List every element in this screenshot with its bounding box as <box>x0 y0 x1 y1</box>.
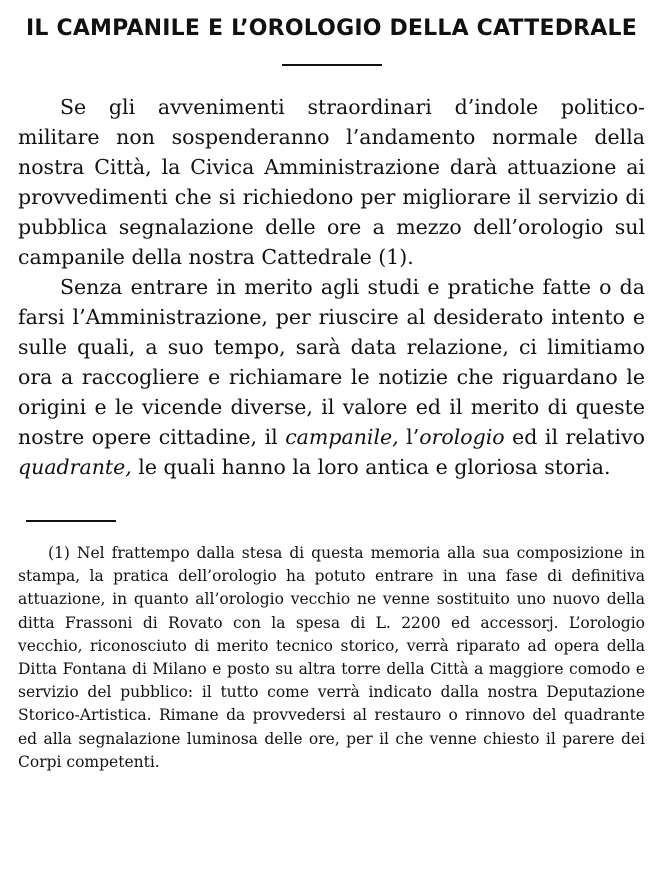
italic-quadrante: quadrante, <box>18 455 132 479</box>
footnote <box>18 542 645 774</box>
paragraph-2-text-4: le quali hanno la loro antica e gloriosa storia. <box>131 455 611 479</box>
main-text <box>18 92 645 482</box>
paragraph-2 <box>18 272 645 482</box>
paragraph-2-text-1: Senza entrare in merito agli studi e pratiche fatte o da farsi l’Amministrazione, per riuscire al desiderato intento e sulle quali, a suo tempo, sarà data relazione, ci limitiamo ora a raccogliere e richiamare le notizie che riguardano le origini e le vicende diverse, il valore ed il merito di queste nostre opere cittadine, il <box>18 275 645 449</box>
paragraph-1: Se gli avvenimenti straordinari d’indole politico-militare non sospenderanno l’andamento normale della nostra Città, la Civica Amministrazione darà attuazione ai provvedimenti che si richiedono per migliorare il servizio di pubblica segnalazione delle ore a mezzo dell’orologio sul campanile della nostra Cattedrale (1). <box>18 95 645 269</box>
page-title: IL CAMPANILE E L’OROLOGIO DELLA CATTEDRALE <box>26 16 637 41</box>
footnote-divider <box>26 520 116 522</box>
footnote-text: (1) Nel frattempo dalla stesa di questa memoria alla sua composizione in stampa, la pratica dell’orologio ha potuto entrare in una fase di definitiva attuazione, in quanto all’orologio vecchio ne venne sostituito uno nuovo della ditta Frassoni di Rovato con la spesa di L. 2200 ed accessorj. L’orologio vecchio, riconosciuto di merito tecnico storico, verrà riparato ad opera della Ditta Fontana di Milano e posto su altra torre della Città a maggiore comodo e servizio del pubblico: il tutto come verrà indicato dalla nostra Deputazione Storico-Artistica. Rimane da provvedersi al restauro o rinnovo del quadrante ed alla segnalazione luminosa delle ore, per il che venne chiesto il parere dei Corpi competenti. <box>18 544 645 771</box>
italic-orologio: orologio <box>419 425 505 449</box>
paragraph-2-text-2: l’ <box>398 425 420 449</box>
italic-campanile: campanile, <box>285 425 399 449</box>
paragraph-2-text-3: ed il relativo <box>504 425 645 449</box>
title-divider <box>282 64 382 66</box>
